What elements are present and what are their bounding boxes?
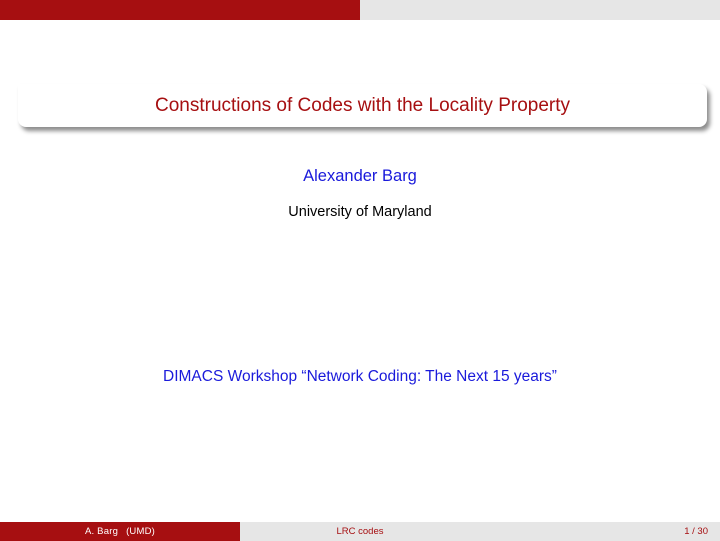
author-name: Alexander Barg — [303, 167, 417, 185]
page-number: 1 / 30 — [684, 526, 708, 537]
footer-institute: (UMD) — [126, 526, 156, 537]
title-box — [18, 84, 707, 127]
header-bar — [0, 0, 720, 20]
institute-name: University of Maryland — [288, 204, 432, 220]
footer-short-title: LRC codes — [336, 526, 384, 537]
footer-author-section — [0, 522, 240, 541]
footer-page-section — [480, 522, 720, 541]
header-bar-accent — [0, 0, 360, 20]
footer-author: A. Barg — [84, 526, 119, 537]
slide-title: Constructions of Codes with the Locality Property — [154, 95, 571, 116]
event-name: DIMACS Workshop “Network Coding: The Next 15 years” — [163, 368, 557, 385]
header-bar-gray — [360, 0, 720, 20]
footer-bar — [0, 522, 720, 541]
footer-title-section — [240, 522, 480, 541]
